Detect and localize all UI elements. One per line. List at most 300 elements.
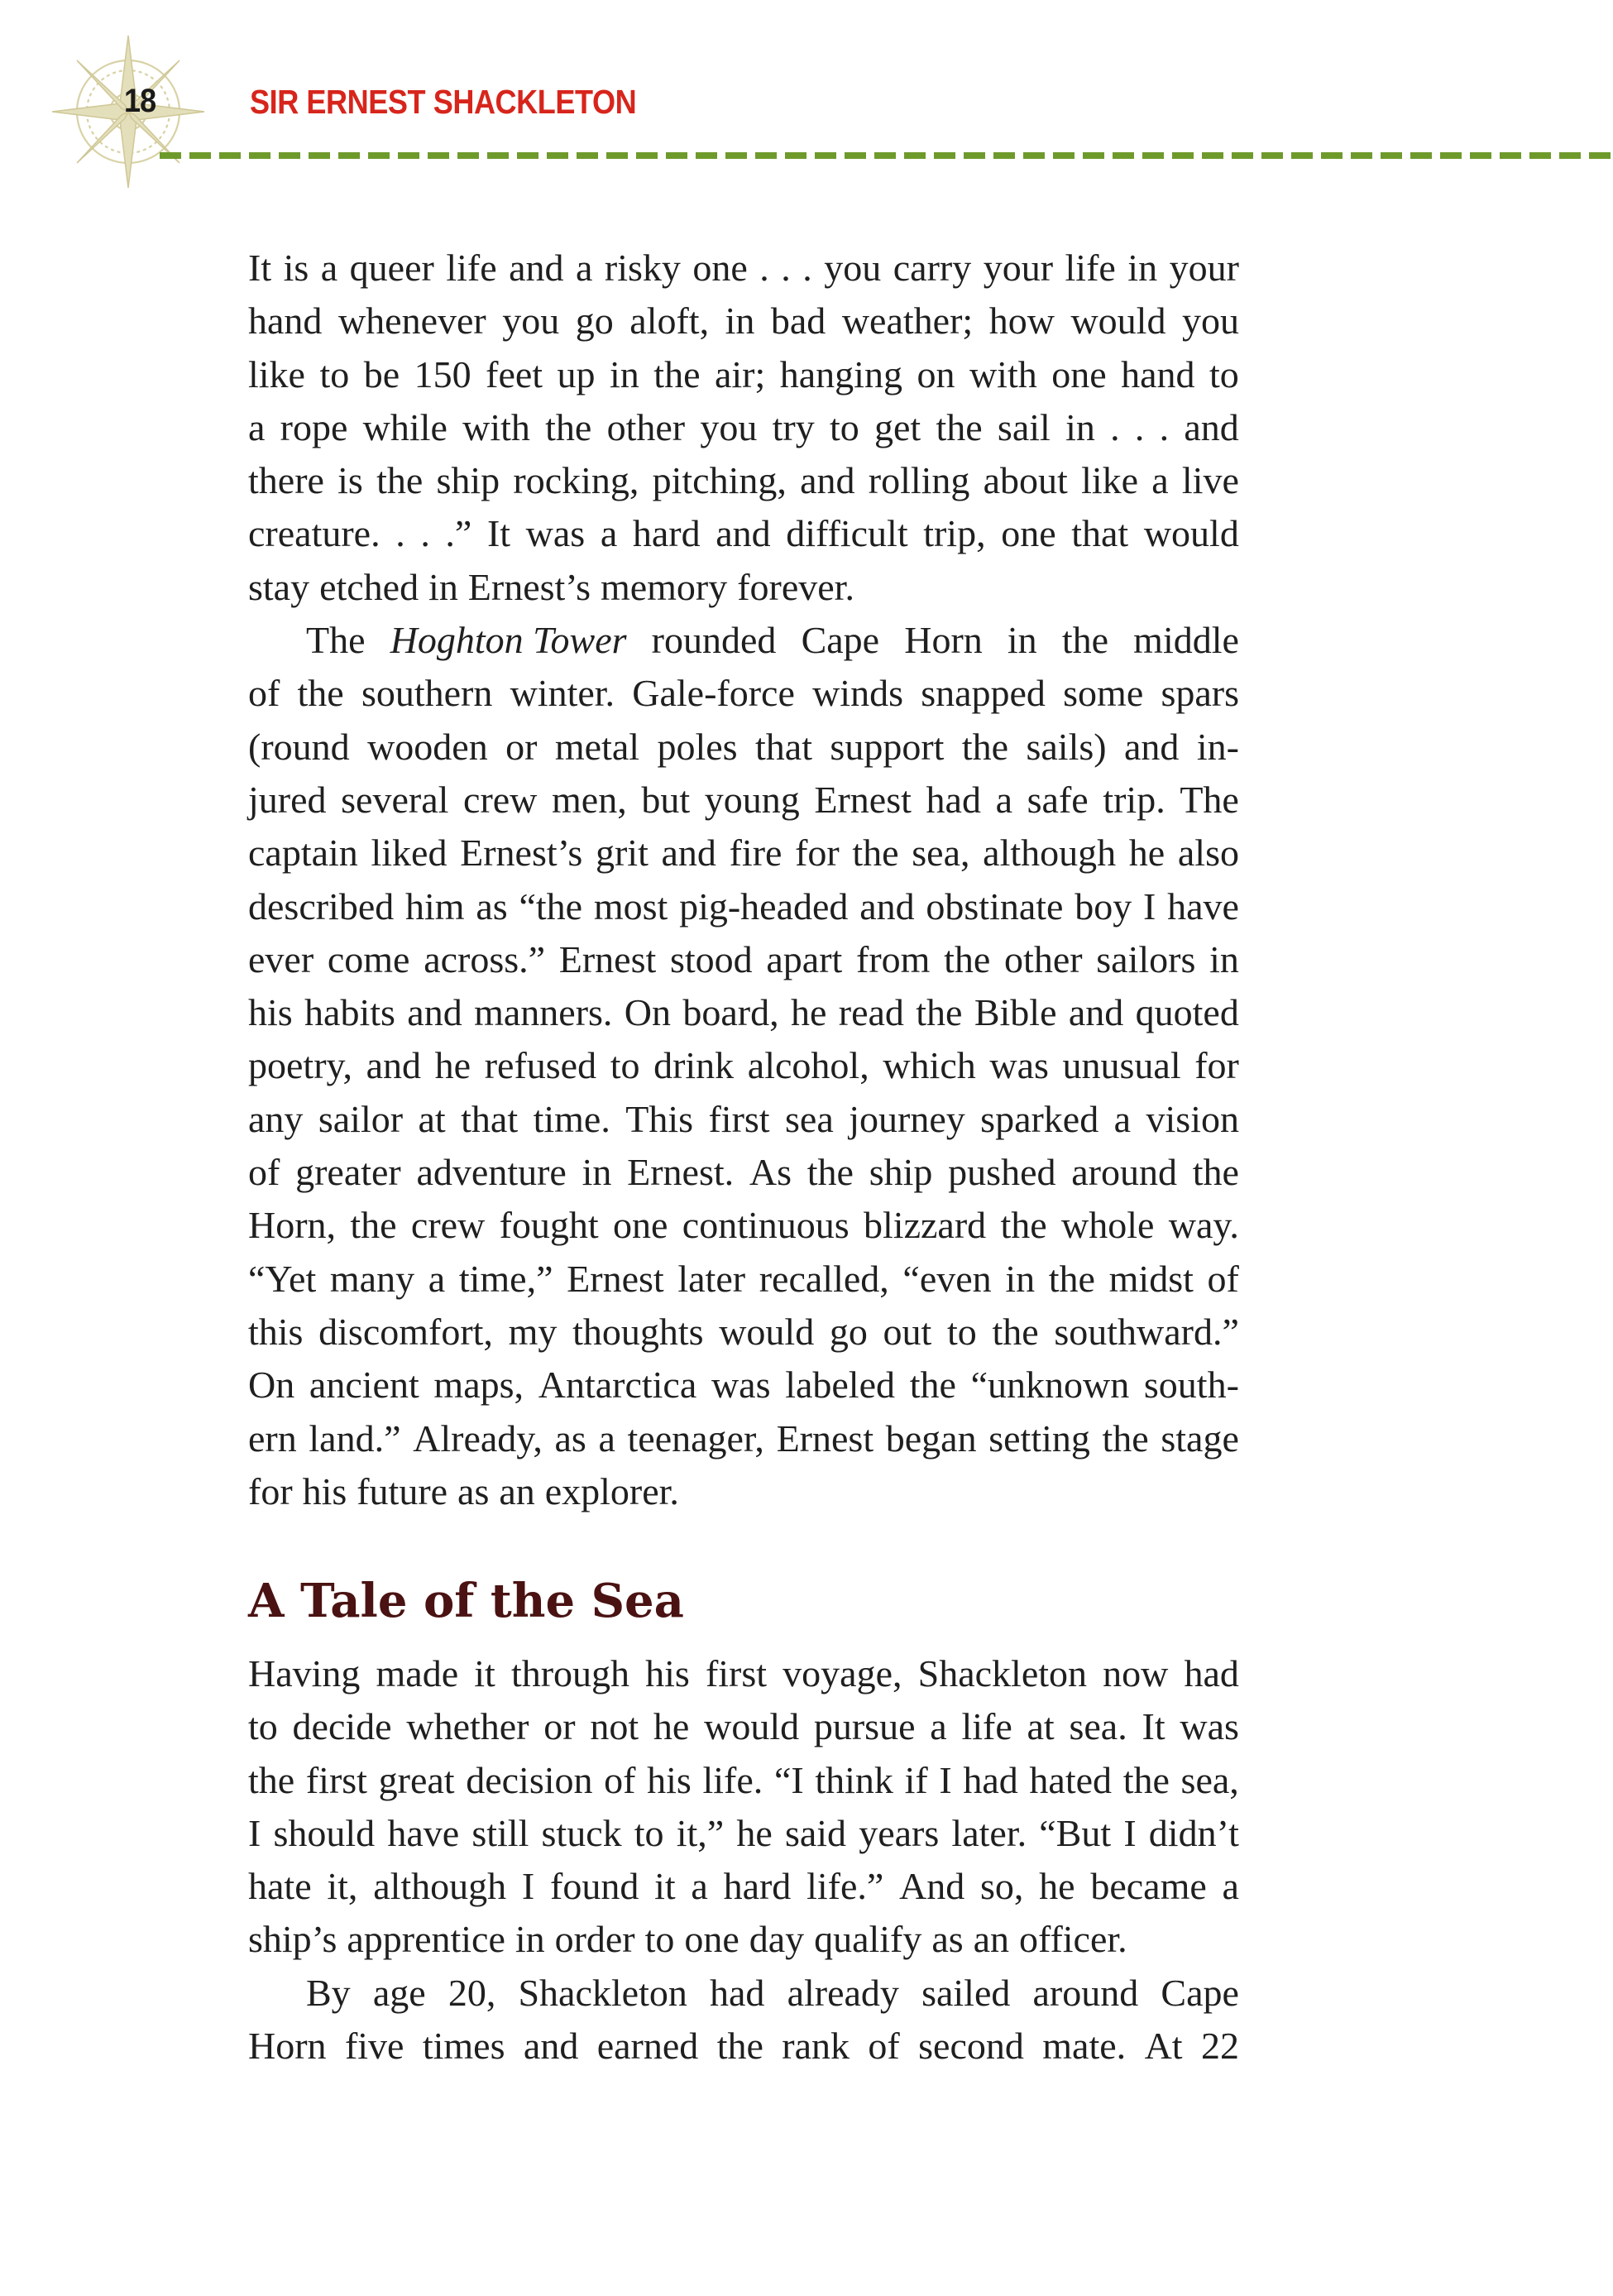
word: . xyxy=(1159,405,1170,448)
word: snapped xyxy=(921,672,1046,715)
word: feet xyxy=(486,352,543,395)
word: how xyxy=(988,300,1055,343)
word: Cape xyxy=(1161,1971,1239,2014)
word: which xyxy=(883,1044,976,1087)
word: safe xyxy=(1027,778,1089,821)
word: day xyxy=(749,1918,805,1961)
word: your xyxy=(1169,247,1239,289)
word: in xyxy=(1127,247,1158,289)
word: sparked xyxy=(980,1097,1099,1140)
word: By xyxy=(306,1971,351,2014)
word: his xyxy=(248,991,293,1034)
word: in xyxy=(1209,937,1239,980)
word: Ernest xyxy=(776,1416,874,1460)
word: air; xyxy=(714,352,766,395)
word: a xyxy=(1222,1865,1239,1908)
word: ever xyxy=(248,937,314,980)
word: 22 xyxy=(1200,2025,1239,2068)
word: it xyxy=(654,1865,676,1908)
word: a xyxy=(1151,459,1169,502)
word: Hoghton Tower xyxy=(390,619,627,662)
word: Cape xyxy=(801,619,880,662)
word: age xyxy=(372,1971,426,2014)
word: hated xyxy=(1029,1758,1113,1801)
word: sailors xyxy=(1096,937,1196,980)
word: south- xyxy=(1143,1364,1239,1407)
word: I xyxy=(1123,1811,1137,1854)
word: that xyxy=(755,725,812,768)
word: an xyxy=(973,1918,1010,1961)
word: the xyxy=(350,1204,397,1247)
text-line xyxy=(248,561,1239,614)
word: way. xyxy=(1168,1204,1239,1247)
word: whenever xyxy=(337,300,486,343)
word: pursue xyxy=(813,1705,916,1748)
word: qualify xyxy=(814,1918,922,1961)
word: teenager, xyxy=(627,1416,764,1460)
word: around xyxy=(1032,1971,1139,2014)
text-line xyxy=(248,721,1239,774)
word: as xyxy=(457,1469,490,1512)
word: that xyxy=(1071,512,1129,555)
word: this xyxy=(248,1310,304,1353)
word: for xyxy=(795,832,840,875)
word: your xyxy=(983,247,1054,289)
word: refused xyxy=(484,1044,597,1087)
word: a xyxy=(600,512,618,555)
word: rank xyxy=(782,2025,850,2068)
word: sea, xyxy=(1180,1758,1239,1801)
word: and xyxy=(407,991,462,1034)
word: weather; xyxy=(841,300,974,343)
word: a xyxy=(248,405,266,448)
word: Antarctica xyxy=(538,1364,697,1407)
word: recalled, xyxy=(759,1257,889,1300)
word: men, xyxy=(552,778,627,821)
word: hard xyxy=(632,512,701,555)
section-heading: A Tale of the Sea xyxy=(248,1574,684,1628)
word: Having xyxy=(248,1652,361,1694)
text-line xyxy=(248,348,1239,401)
text-line xyxy=(248,454,1239,507)
word: he xyxy=(1128,832,1165,875)
word: forever. xyxy=(737,565,854,608)
text-line xyxy=(248,242,1239,295)
word: although xyxy=(983,832,1117,875)
word: found xyxy=(550,1865,639,1908)
word: poles xyxy=(657,725,738,768)
word: other xyxy=(606,405,686,448)
word: Gale-force xyxy=(632,672,795,715)
word: carry xyxy=(893,247,972,289)
text-line xyxy=(248,774,1239,827)
text-line xyxy=(248,1967,1239,2020)
word: of xyxy=(248,672,280,715)
text-line xyxy=(248,933,1239,986)
word: crew xyxy=(410,1204,486,1247)
word: alcohol, xyxy=(747,1044,869,1087)
word: would xyxy=(1070,300,1166,343)
word: life xyxy=(446,247,497,289)
word: made xyxy=(376,1652,459,1694)
word: other xyxy=(1004,937,1083,980)
word: “But xyxy=(1039,1811,1112,1854)
word: support xyxy=(830,725,945,768)
word: metal xyxy=(554,725,640,768)
word: sailed xyxy=(921,1971,1011,2014)
word: pitching, xyxy=(652,459,787,502)
word: manners. xyxy=(474,991,613,1034)
word: . xyxy=(781,247,791,289)
word: voyage, xyxy=(783,1652,902,1694)
word: thoughts xyxy=(572,1310,704,1353)
text-line xyxy=(248,880,1239,933)
word: as xyxy=(931,1918,964,1961)
word: had xyxy=(1184,1652,1239,1694)
word: the xyxy=(1048,1257,1095,1300)
word: sea xyxy=(785,1097,834,1140)
word: greater xyxy=(295,1151,401,1194)
word: about xyxy=(983,459,1068,502)
text-line xyxy=(248,1359,1239,1412)
word: to xyxy=(644,1918,675,1961)
word: . xyxy=(1134,405,1145,448)
word: pushed xyxy=(948,1151,1056,1194)
word: unusual xyxy=(1062,1044,1181,1087)
word: of xyxy=(1207,1257,1239,1300)
word: not xyxy=(590,1705,639,1748)
word: sail xyxy=(997,405,1051,448)
text-line xyxy=(248,1647,1239,1700)
text-line xyxy=(248,1039,1239,1092)
word: And xyxy=(899,1865,965,1908)
word: and xyxy=(661,832,716,875)
word: a xyxy=(320,247,338,289)
word: the xyxy=(852,832,899,875)
word: or xyxy=(505,725,538,768)
word: I xyxy=(1143,884,1156,928)
word: the xyxy=(992,1310,1039,1353)
word: rope xyxy=(280,405,348,448)
word: at xyxy=(1027,1705,1055,1748)
word: had xyxy=(926,778,981,821)
word: sea, xyxy=(912,832,970,875)
word: hand xyxy=(248,300,323,343)
word: had xyxy=(710,1971,765,2014)
word: he xyxy=(653,1705,690,1748)
page-number: 18 xyxy=(124,83,156,119)
word: to xyxy=(634,1811,664,1854)
word: live xyxy=(1181,459,1239,502)
word: if xyxy=(904,1758,928,1801)
word: Bible xyxy=(974,991,1057,1034)
word: captain xyxy=(248,832,358,875)
word: still xyxy=(471,1811,529,1854)
word: five xyxy=(344,2025,404,2068)
word: to xyxy=(947,1310,977,1353)
word: On xyxy=(248,1364,295,1407)
word: had xyxy=(963,1758,1018,1801)
word: poetry, xyxy=(248,1044,353,1087)
text-line xyxy=(248,1860,1239,1913)
word: I xyxy=(939,1758,952,1801)
word: the xyxy=(248,1758,295,1801)
word: stuck xyxy=(541,1811,622,1854)
word: first xyxy=(705,1652,768,1694)
word: around xyxy=(1071,1151,1177,1194)
word: one xyxy=(613,1204,668,1247)
word: have xyxy=(1167,884,1239,928)
word: continuous xyxy=(682,1204,850,1247)
word: fire xyxy=(729,832,783,875)
word: . xyxy=(802,247,812,289)
word: creature. xyxy=(248,512,381,555)
word: as xyxy=(476,884,508,928)
word: would xyxy=(704,1705,800,1748)
word: mate. xyxy=(1042,2025,1127,2068)
word: great xyxy=(378,1758,455,1801)
word: . xyxy=(759,247,769,289)
text-line xyxy=(248,986,1239,1039)
word: you xyxy=(502,300,560,343)
paragraph xyxy=(248,242,1239,614)
paragraph xyxy=(248,1967,1239,2073)
word: and xyxy=(800,459,855,502)
word: Ernest. xyxy=(627,1151,735,1194)
word: Shackleton xyxy=(917,1652,1088,1694)
text-line xyxy=(248,1754,1239,1807)
word: one xyxy=(692,247,748,289)
word: in xyxy=(1005,1257,1036,1300)
word: trip, xyxy=(923,512,986,555)
word: while xyxy=(362,405,448,448)
word: be xyxy=(363,352,400,395)
text-line xyxy=(248,295,1239,348)
word: try xyxy=(772,405,815,448)
word: in- xyxy=(1196,725,1239,768)
word: several xyxy=(341,778,449,821)
word: quoted xyxy=(1135,991,1239,1034)
word: first xyxy=(305,1758,367,1801)
word: spars xyxy=(1161,672,1239,715)
word: to xyxy=(248,1705,278,1748)
text-line xyxy=(248,667,1239,720)
word: an xyxy=(499,1469,535,1512)
word: future xyxy=(357,1469,448,1512)
word: times xyxy=(422,2025,505,2068)
text-line xyxy=(248,827,1239,880)
word: land.” xyxy=(309,1416,401,1460)
word: with xyxy=(969,352,1037,395)
text-line xyxy=(248,1807,1239,1860)
word: decision xyxy=(466,1758,593,1801)
word: order xyxy=(554,1918,635,1961)
word: winter. xyxy=(510,672,615,715)
word: Shackleton xyxy=(518,1971,687,2014)
word: it xyxy=(474,1652,495,1694)
word: the xyxy=(944,937,991,980)
word: the xyxy=(297,672,344,715)
word: decide xyxy=(292,1705,392,1748)
word: 150 xyxy=(414,352,471,395)
word: and xyxy=(509,247,564,289)
word: at xyxy=(418,1097,446,1140)
word: wooden xyxy=(367,725,488,768)
word: boy xyxy=(1075,884,1132,928)
word: his xyxy=(645,1652,690,1694)
word: the xyxy=(1061,619,1109,662)
word: ancient xyxy=(309,1364,419,1407)
word: should xyxy=(273,1811,376,1854)
word: life xyxy=(1065,247,1116,289)
word: earned xyxy=(596,2025,699,2068)
word: setting xyxy=(988,1416,1090,1460)
word: The xyxy=(1180,778,1239,821)
text-line xyxy=(248,1412,1239,1465)
word: rolling xyxy=(868,459,970,502)
word: the xyxy=(909,1364,956,1407)
word: read xyxy=(838,991,904,1034)
word: his xyxy=(647,1758,692,1801)
text-line xyxy=(248,1700,1239,1753)
word: also xyxy=(1177,832,1239,875)
word: was xyxy=(989,1044,1049,1087)
word: It xyxy=(1142,1705,1165,1748)
word: and xyxy=(1068,991,1124,1034)
word: across.” xyxy=(424,937,546,980)
word: as xyxy=(554,1416,586,1460)
word: I xyxy=(248,1811,261,1854)
word: on xyxy=(917,352,955,395)
word: a xyxy=(930,1705,947,1748)
word: now xyxy=(1103,1652,1169,1694)
word: he xyxy=(1039,1865,1075,1908)
text-line xyxy=(248,1306,1239,1359)
word: go xyxy=(829,1310,868,1353)
word: for xyxy=(248,1469,293,1512)
text-line xyxy=(248,2020,1239,2073)
word: hanging xyxy=(779,352,902,395)
word: the xyxy=(961,725,1009,768)
word: blizzard xyxy=(864,1204,987,1247)
word: memory xyxy=(600,565,728,608)
word: a xyxy=(576,247,593,289)
header-dashed-rule xyxy=(160,152,1613,159)
word: you xyxy=(1181,300,1239,343)
word: life xyxy=(961,1705,1012,1748)
word: rounded xyxy=(651,619,777,662)
word: in xyxy=(610,352,639,395)
word: that xyxy=(461,1097,519,1140)
word: up xyxy=(557,352,596,395)
word: “the xyxy=(519,884,583,928)
word: to xyxy=(829,405,859,448)
word: didn’t xyxy=(1148,1811,1239,1854)
word: hard xyxy=(723,1865,792,1908)
word: It xyxy=(486,512,511,555)
word: is xyxy=(337,459,363,502)
word: the xyxy=(1122,1758,1170,1801)
word: It xyxy=(248,247,272,289)
word: the xyxy=(653,352,701,395)
word: stood xyxy=(669,937,753,980)
text-line xyxy=(248,1093,1239,1146)
word: vision xyxy=(1146,1097,1239,1140)
word: labeled xyxy=(785,1364,895,1407)
word: The xyxy=(306,619,366,662)
word: think xyxy=(815,1758,893,1801)
text-line xyxy=(248,1146,1239,1199)
word: “even xyxy=(902,1257,992,1300)
word: the xyxy=(1102,1416,1149,1460)
word: any xyxy=(248,1097,304,1140)
word: apart xyxy=(766,937,843,980)
word: first xyxy=(708,1097,770,1140)
word: Horn xyxy=(248,2025,327,2068)
word: have xyxy=(387,1811,460,1854)
word: explorer. xyxy=(544,1469,679,1512)
paragraph xyxy=(248,614,1239,1518)
word: there xyxy=(248,459,324,502)
word: and xyxy=(859,884,915,928)
word: and xyxy=(1124,725,1180,768)
word: later. xyxy=(951,1811,1027,1854)
word: he xyxy=(790,991,827,1034)
word: middle xyxy=(1133,619,1239,662)
word: “unknown xyxy=(970,1364,1130,1407)
word: to xyxy=(319,352,350,395)
word: or xyxy=(543,1705,576,1748)
word: 20, xyxy=(448,1971,496,2014)
word: most xyxy=(593,884,668,928)
word: sailor xyxy=(318,1097,404,1140)
text-line xyxy=(248,507,1239,560)
word: get xyxy=(874,405,921,448)
word: in xyxy=(1007,619,1037,662)
word: ship xyxy=(436,459,500,502)
word: for xyxy=(1194,1044,1239,1087)
word: would xyxy=(719,1310,815,1353)
word: with xyxy=(462,405,530,448)
word: years xyxy=(859,1811,940,1854)
word: in xyxy=(515,1918,545,1961)
word: like xyxy=(1081,459,1139,502)
word: so, xyxy=(980,1865,1024,1908)
word: young xyxy=(704,778,800,821)
word: go xyxy=(575,300,614,343)
word: “I xyxy=(773,1758,804,1801)
word: At xyxy=(1144,2025,1183,2068)
word: of xyxy=(248,1151,280,1194)
word: him xyxy=(405,884,465,928)
word: a xyxy=(598,1416,615,1460)
word: was xyxy=(1180,1705,1239,1748)
word: Horn xyxy=(904,619,983,662)
word: in xyxy=(725,300,755,343)
word: adventure xyxy=(416,1151,567,1194)
word: some xyxy=(1063,672,1144,715)
word: it,” xyxy=(676,1811,725,1854)
word: ship’s xyxy=(248,1918,337,1961)
text-line xyxy=(248,401,1239,454)
word: one xyxy=(1051,352,1107,395)
word: maps, xyxy=(433,1364,524,1407)
word: board, xyxy=(682,991,779,1034)
word: you xyxy=(824,247,882,289)
word: officer. xyxy=(1018,1918,1127,1961)
word: he xyxy=(736,1811,773,1854)
word: one xyxy=(1001,512,1056,555)
